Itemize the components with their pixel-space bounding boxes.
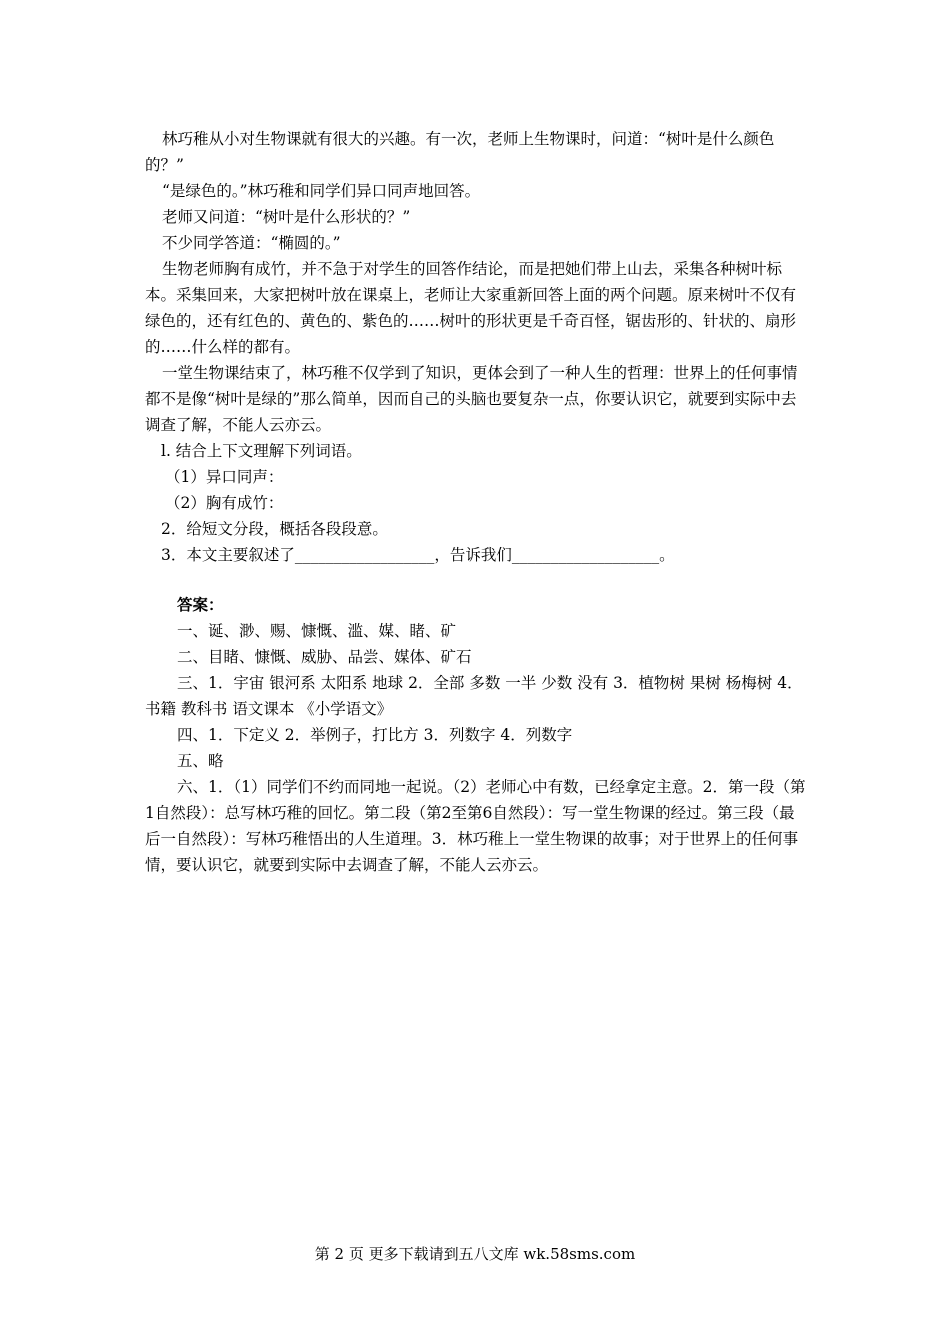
- answer-line: 六、1．（1）同学们不约而同地一起说。（2）老师心中有数，已经拿定主意。2．第一段（第1自然段）：总写林巧稚的回忆。第二段（第2至第6自然段）：写一堂生物课的经过。第三段（最后一自然段）：写林巧稚悟出的人生道理。3．林巧稚上一堂生物课的故事；对于世界上的任何事情，要认识它，就要到实际中去调查了解，不能人云亦云。: [145, 778, 806, 874]
- passage-paragraph: 生物老师胸有成竹，并不急于对学生的回答作结论，而是把她们带上山去，采集各种树叶标本。采集回来，大家把树叶放在课桌上，老师让大家重新回答上面的两个问题。原来树叶不仅有绿色的，还有红色的、黄色的、紫色的……树叶的形状更是千奇百怪，锯齿形的、针状的、扇形的……什么样的都有。: [145, 260, 797, 356]
- question-2: 2．给短文分段，概括各段段意。: [161, 520, 388, 538]
- question-3: 3．本文主要叙述了__________________，告诉我们___________________。: [161, 546, 675, 564]
- answer-line: 二、目睹、慷慨、威胁、品尝、媒体、矿石: [177, 648, 472, 666]
- passage-paragraph: “是绿色的。”林巧稚和同学们异口同声地回答。: [162, 182, 481, 200]
- answer-line: 五、略: [177, 752, 224, 770]
- passage-paragraph: 老师又问道：“树叶是什么形状的？”: [162, 208, 411, 226]
- question-1a: （1）异口同声：: [165, 468, 284, 486]
- passage-paragraph: 不少同学答道：“椭圆的。”: [162, 234, 341, 252]
- page-footer: 第 2 页 更多下载请到五八文库 wk.58sms.com: [314, 1245, 636, 1263]
- question-1b: （2）胸有成竹：: [165, 494, 284, 512]
- answer-line: 一、诞、渺、赐、慷慨、滥、媒、睹、矿: [177, 622, 457, 640]
- passage-paragraph: 林巧稚从小对生物课就有很大的兴趣。有一次，老师上生物课时，问道：“树叶是什么颜色的？”: [145, 130, 775, 174]
- question-1: l. 结合上下文理解下列词语。: [161, 442, 362, 460]
- answer-heading: 答案：: [177, 595, 224, 614]
- passage-paragraph: 一堂生物课结束了，林巧稚不仅学到了知识，更体会到了一种人生的哲理：世界上的任何事情都不是像“树叶是绿的”那么简单，因而自己的头脑也要复杂一点，你要认识它，就要到实际中去调查了解，不能人云亦云。: [145, 364, 798, 434]
- document-body: [145, 126, 810, 878]
- answer-line: 三、1．宇宙 银河系 太阳系 地球 2．全部 多数 一半 少数 没有 3．植物树 果树 杨梅树 4．书籍 教科书 语文课本 《小学语文》: [145, 674, 803, 718]
- answer-line: 四、1．下定义 2．举例子，打比方 3．列数字 4．列数字: [177, 726, 573, 744]
